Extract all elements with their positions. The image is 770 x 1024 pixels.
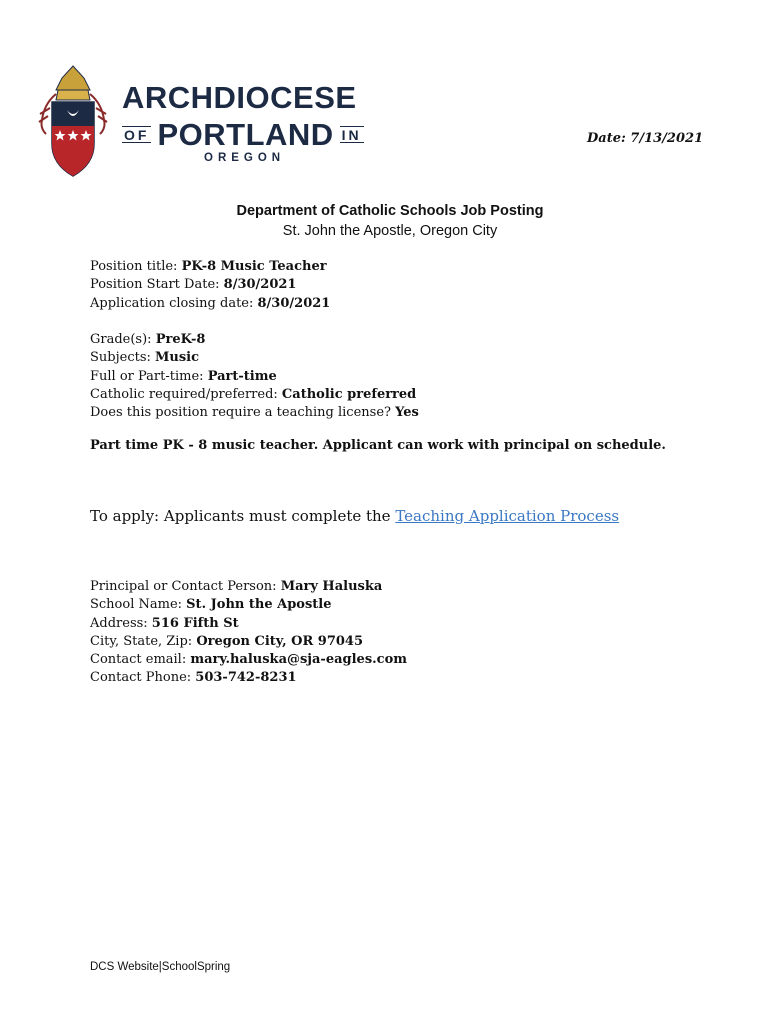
page-title: Department of Catholic Schools Job Posting (236, 203, 544, 219)
page-subtitle: St. John the Apostle, Oregon City (282, 223, 498, 239)
contact-email-row: Contact email: mary.haluska@sja-eagles.com (90, 652, 408, 668)
logo-of-text: OF (124, 127, 150, 143)
position-info (90, 258, 330, 313)
closing-date-row: Application closing date: 8/30/2021 (90, 295, 331, 311)
logo-portland-text: PORTLAND (157, 117, 334, 152)
grades-row: Grade(s): PreK-8 (90, 332, 206, 347)
catholic-requirement-row: Catholic required/preferred: Catholic preferred (90, 386, 417, 402)
license-row: Does this position require a teaching license? Yes (90, 405, 419, 421)
contact-info (90, 578, 407, 688)
address-row: Address: 516 Fifth St (90, 615, 239, 631)
subjects-row: Subjects: Music (90, 350, 200, 366)
coat-of-arms-icon (38, 64, 108, 180)
archdiocese-logo (38, 64, 368, 182)
position-title-row: Position title: PK-8 Music Teacher (90, 259, 327, 274)
logo-archdiocese-text: ARCHDIOCESE (122, 80, 357, 115)
contact-phone-row: Contact Phone: 503-742-8231 (90, 670, 297, 686)
posting-date: Date: 7/13/2021 (587, 131, 704, 146)
teaching-application-link[interactable]: Teaching Application Process (395, 507, 620, 525)
school-name-row: School Name: St. John the Apostle (90, 597, 332, 613)
page-footer: DCS Website|SchoolSpring (90, 961, 231, 973)
position-details (90, 331, 419, 422)
job-description: Part time PK - 8 music teacher. Applicant can work with principal on schedule. (90, 438, 666, 453)
employment-type-row: Full or Part-time: Part-time (90, 368, 277, 384)
start-date-row: Position Start Date: 8/30/2021 (90, 277, 297, 293)
logo-in-text: IN (341, 127, 362, 143)
contact-person-row: Principal or Contact Person: Mary Haluska (90, 579, 383, 594)
logo-portland-line (122, 119, 364, 150)
city-state-zip-row: City, State, Zip: Oregon City, OR 97045 (90, 633, 364, 649)
apply-instructions: To apply: Applicants must complete the Teaching Application Process (90, 507, 620, 525)
logo-oregon-text: OREGON (204, 152, 286, 164)
